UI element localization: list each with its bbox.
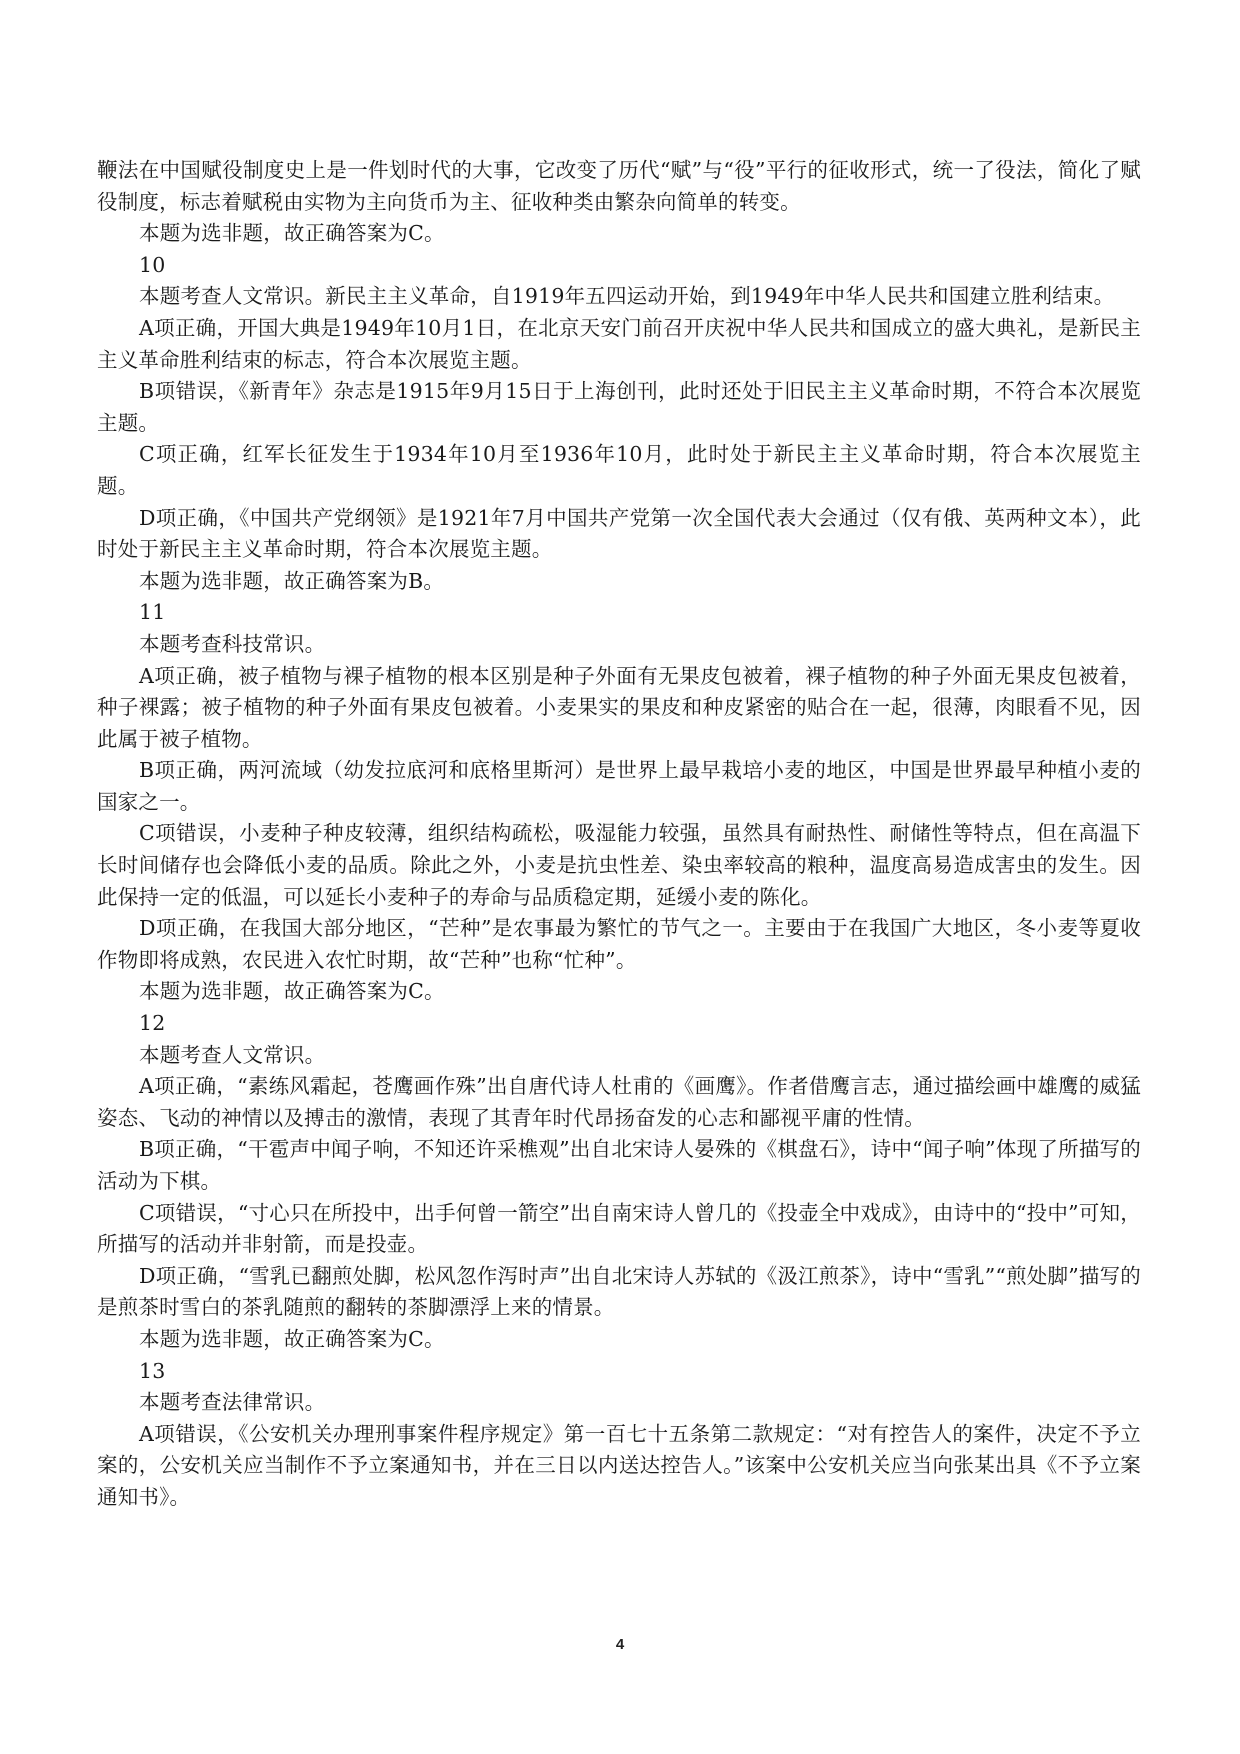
paragraph-q9-answer: 本题为选非题，故正确答案为C。 [139,221,445,246]
question-number-10: 10 [139,252,166,277]
paragraph-q11-answer: 本题为选非题，故正确答案为C。 [139,979,445,1004]
paragraph-q11-topic: 本题考查科技常识。 [139,631,326,656]
paragraph-q9-continuation: 鞭法在中国赋役制度史上是一件划时代的大事，它改变了历代“赋”与“役”平行的征收形式，统一了役法，简化了赋役制度，标志着赋税由实物为主向货币为主、征收种类由繁杂向简单的转变。 [97,158,1141,214]
question-number-12: 12 [139,1011,166,1036]
paragraph-q11-option-d: D项正确，在我国大部分地区，“芒种”是农事最为繁忙的节气之一。主要由于在我国广大地区，冬小麦等夏收作物即将成熟，农民进入农忙时期，故“芒种”也称“忙种”。 [97,916,1141,972]
paragraph-q13-topic: 本题考查法律常识。 [139,1390,326,1415]
paragraph-q12-topic: 本题考查人文常识。 [139,1042,326,1067]
paragraph-q13-option-a: A项错误，《公安机关办理刑事案件程序规定》第一百七十五条第二款规定：“对有控告人的案件，决定不予立案的，公安机关应当制作不予立案通知书，并在三日以内送达控告人。”该案中公安机关应当向张某出具《不予立案通知书》。 [97,1421,1141,1509]
paragraph-q11-option-c: C项错误，小麦种子种皮较薄，组织结构疏松，吸湿能力较强，虽然具有耐热性、耐储性等特点，但在高温下长时间储存也会降低小麦的品质。除此之外，小麦是抗虫性差、染虫率较高的粮种，温度高易造成害虫的发生。因此保持一定的低温，可以延长小麦种子的寿命与品质稳定期，延缓小麦的陈化。 [97,821,1141,909]
paragraph-q10-option-d: D项正确，《中国共产党纲领》是1921年7月中国共产党第一次全国代表大会通过（仅有俄、英两种文本），此时处于新民主主义革命时期，符合本次展览主题。 [97,505,1141,562]
paragraph-q10-answer: 本题为选非题，故正确答案为B。 [139,568,445,593]
paragraph-q12-option-d: D项正确，“雪乳已翻煎处脚，松风忽作泻时声”出自北宋诗人苏轼的《汲江煎茶》，诗中“雪乳”“煎处脚”描写的是煎茶时雪白的茶乳随煎的翻转的茶脚漂浮上来的情景。 [97,1263,1141,1320]
paragraph-q10-option-b: B项错误，《新青年》杂志是1915年9月15日于上海创刊，此时还处于旧民主主义革命时期，不符合本次展览主题。 [97,379,1141,435]
page-number: 4 [615,1636,625,1653]
paragraph-q12-option-a: A项正确，“素练风霜起，苍鹰画作殊”出自唐代诗人杜甫的《画鹰》。作者借鹰言志，通过描绘画中雄鹰的威猛姿态、飞动的神情以及搏击的激情，表现了其青年时代昂扬奋发的心志和鄙视平庸的性情。 [97,1074,1141,1130]
paragraph-q11-option-a: A项正确，被子植物与裸子植物的根本区别是种子外面有无果皮包被着，裸子植物的种子外面无果皮包被着，种子裸露；被子植物的种子外面有果皮包被着。小麦果实的果皮和种皮紧密的贴合在一起，很薄，肉眼看不见，因此属于被子植物。 [97,663,1141,751]
paragraph-q12-option-c: C项错误，“寸心只在所投中，出手何曾一箭空”出自南宋诗人曾几的《投壶全中戏成》，由诗中的“投中”可知，所描写的活动并非射箭，而是投壶。 [97,1200,1141,1257]
question-number-13: 13 [139,1358,166,1383]
document-page-body [97,155,1141,1514]
paragraph-q12-answer: 本题为选非题，故正确答案为C。 [139,1326,445,1351]
paragraph-q10-option-a: A项正确，开国大典是1949年10月1日，在北京天安门前召开庆祝中华人民共和国成立的盛大典礼，是新民主主义革命胜利结束的标志，符合本次展览主题。 [97,315,1141,372]
question-number-11: 11 [139,600,166,625]
paragraph-q12-option-b: B项正确，“干雹声中闻子响，不知还许采樵观”出自北宋诗人晏殊的《棋盘石》，诗中“闻子响”体现了所描写的活动为下棋。 [97,1137,1141,1193]
paragraph-q10-topic: 本题考查人文常识。新民主主义革命，自1919年五四运动开始，到1949年中华人民共和国建立胜利结束。 [139,284,1115,309]
paragraph-q11-option-b: B项正确，两河流域（幼发拉底河和底格里斯河）是世界上最早栽培小麦的地区，中国是世界最早种植小麦的国家之一。 [97,758,1141,814]
paragraph-q10-option-c: C项正确，红军长征发生于1934年10月至1936年10月，此时处于新民主主义革命时期，符合本次展览主题。 [97,442,1141,498]
